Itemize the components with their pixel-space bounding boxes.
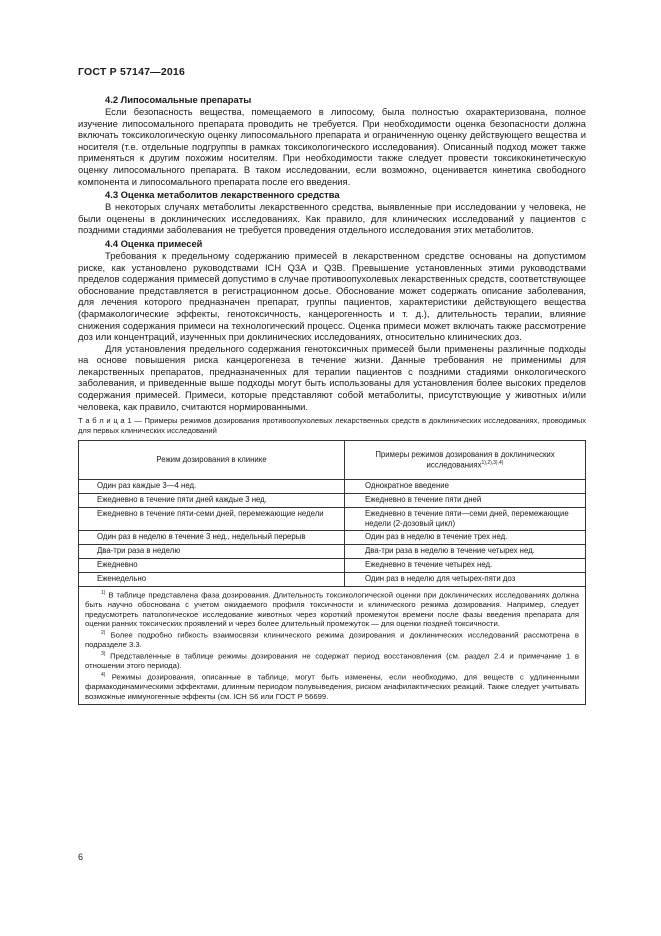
page-number: 6 [78, 852, 84, 862]
clinic-regimen-cell: Ежедневно [79, 559, 345, 573]
table-row [79, 531, 586, 545]
table-header-row [79, 441, 586, 480]
preclinical-regimen-cell: Ежедневно в течение пяти—семи дней, перемежающие недели (2-дозовый цикл) [345, 507, 586, 531]
paragraph: Для установления предельного содержания генотоксичных примесей были применены различные подходы на основе повышения риска канцерогенеза в течение жизни. Данные требования не применимы для лекарственных препаратов, предназначенных для терапии пациентов с поздними стадиями онкологического заболевания, и приведенные выше подходы могут быть использованы для установления более высоких пределов содержания примесей. Примеси, которые представляют собой метаболиты, присутствующие у животных и/или человека, как правило, считаются нормированными. [78, 342, 586, 412]
clinic-regimen-cell: Ежедневно в течение пяти дней каждые 3 нед. [79, 494, 345, 508]
section-heading-4-3: 4.3 Оценка метаболитов лекарственного средства [105, 189, 340, 201]
table-note: $^{3)}$ Представленные в таблице режимы дозирования не содержат период восстановления (см. раздел 2.4 и примечание 1 в отношении этого периода). [85, 650, 579, 671]
table-row [79, 480, 586, 494]
table-notes-row [79, 586, 586, 704]
section-heading-4-2: 4.2 Липосомальные препараты [105, 94, 252, 105]
dosing-regimen-table [78, 440, 586, 704]
clinic-regimen-cell: Два-три раза в неделю [79, 545, 345, 559]
document-body [78, 94, 586, 705]
paragraph: В некоторых случаях метаболиты лекарственного средства, выявленные при исследовании у человека, не были оценены в доклинических исследованиях. Как правило, для клинических исследований у пациентов с поздними стадиями заболевания не требуется проведения отдельного исследования этих метаболитов. [78, 201, 586, 236]
table-notes [79, 586, 586, 704]
table-row [79, 494, 586, 508]
preclinical-regimen-cell: Ежедневно в течение четырех нед. [345, 559, 586, 573]
clinic-regimen-cell: Один раз каждые 3—4 нед. [79, 480, 345, 494]
table-note: $^{1)}$ В таблице представлена фаза дозирования. Длительность токсикологической оценки при доклинических исследованиях должна быть научно обоснована с учетом ожидаемого профиля токсичности и клинического режима дозирования. Например, следует предусмотреть патологическое исследование животных через короткий промежуток времени после фазы введения препарата для оценки ранних токсических проявлений и через более длительный промежуток — для оценки поздней токсичности. [85, 589, 580, 629]
preclinical-regimen-cell: Ежедневно в течение пяти дней [345, 494, 586, 508]
paragraph: Если безопасность вещества, помещаемого в липосому, была полностью охарактеризована, полное изучение липосомального препарата проводить не требуется. При необходимости оценка безопасности должна включать токсикологическую оценку липосомального препарата и ограниченную оценку действующего вещества и носителя (т.е. отдельные подгруппы в рамках токсикологического исследования). Описанный подход может также применяться к другим похожим носителям. При необходимости также следует провести токсикокинетическую оценку липосомального препарата. В таком исследовании, если возможно, оценивается кинетика свободного компонента и липосомального препарата после его введения. [78, 106, 586, 187]
table-row [79, 545, 586, 559]
clinic-regimen-cell: Ежедневно в течение пяти-семи дней, перемежающие недели [79, 507, 345, 531]
table-note: $^{4)}$ Режимы дозирования, описанные в таблице, могут быть изменены, если необходимо, для веществ с удлиненными фармакодинамическими эффектами, длинным периодом полувыведения, риском анафилактических реакций. Также следует учитывать возможные иммуногенные эффекты (см. ICH S6 или ГОСТ Р 56699. [85, 671, 579, 701]
column-header-preclinical: Примеры режимов дозирования в доклинических исследованиях$^{1),2),3),4)}$ [345, 441, 586, 480]
table-caption: Т а б л и ц а 1 — Примеры режимов дозирования противоопухолевых лекарственных средств в доклинических исследованиях, проводимых для первых клинических исследований [78, 416, 586, 436]
table-row [79, 507, 586, 531]
table-row [79, 559, 586, 573]
clinic-regimen-cell: Еженедельно [79, 572, 345, 586]
table-row [79, 572, 586, 586]
clinic-regimen-cell: Один раз в неделю в течение 3 нед., недельный перерыв [79, 531, 345, 545]
preclinical-regimen-cell: Один раз в неделю для четырех-пяти доз [345, 572, 586, 586]
table-note: $^{2)}$ Более подробно гибкость взаимосвязи клинического режима дозирования и доклинических исследований рассмотрена в подразделе 3.3. [85, 630, 579, 650]
preclinical-regimen-cell: Однократное введение [345, 480, 586, 494]
preclinical-regimen-cell: Два-три раза в неделю в течение четырех нед. [345, 545, 586, 559]
paragraph: Требования к предельному содержанию примесей в лекарственном средстве основаны на допустимом риске, как установлено руководствами ICH Q3A и Q3B. Превышение установленных этими руководствами пределов содержания примесей допустимо в случае противоопухолевых лекарственных средств, соответствующее обоснование представляется в регистрационном досье. Обоснование может содержать описание заболевания, для лечения которого предназначен препарат, группы пациентов, характеристики действующего вещества (фармакологические эффекты, генотоксичность, канцерогенность и т. д.), длительность терапии, влияние снижения содержания примеси на технологический процесс. Оценка примеси может включать также рассмотрение доз или концентраций, изученных при доклинических исследованиях, относительно клинических доз. [78, 249, 586, 343]
footnote-refs: 1),2),3),4) [481, 460, 504, 467]
section-heading-4-4: 4.4 Оценка примесей [105, 237, 203, 249]
document-code: ГОСТ Р 57147—2016 [78, 66, 186, 78]
preclinical-regimen-cell: Один раз в неделю в течение трех нед. [345, 531, 586, 545]
column-header-clinic: Режим дозирования в клинике [79, 441, 345, 480]
